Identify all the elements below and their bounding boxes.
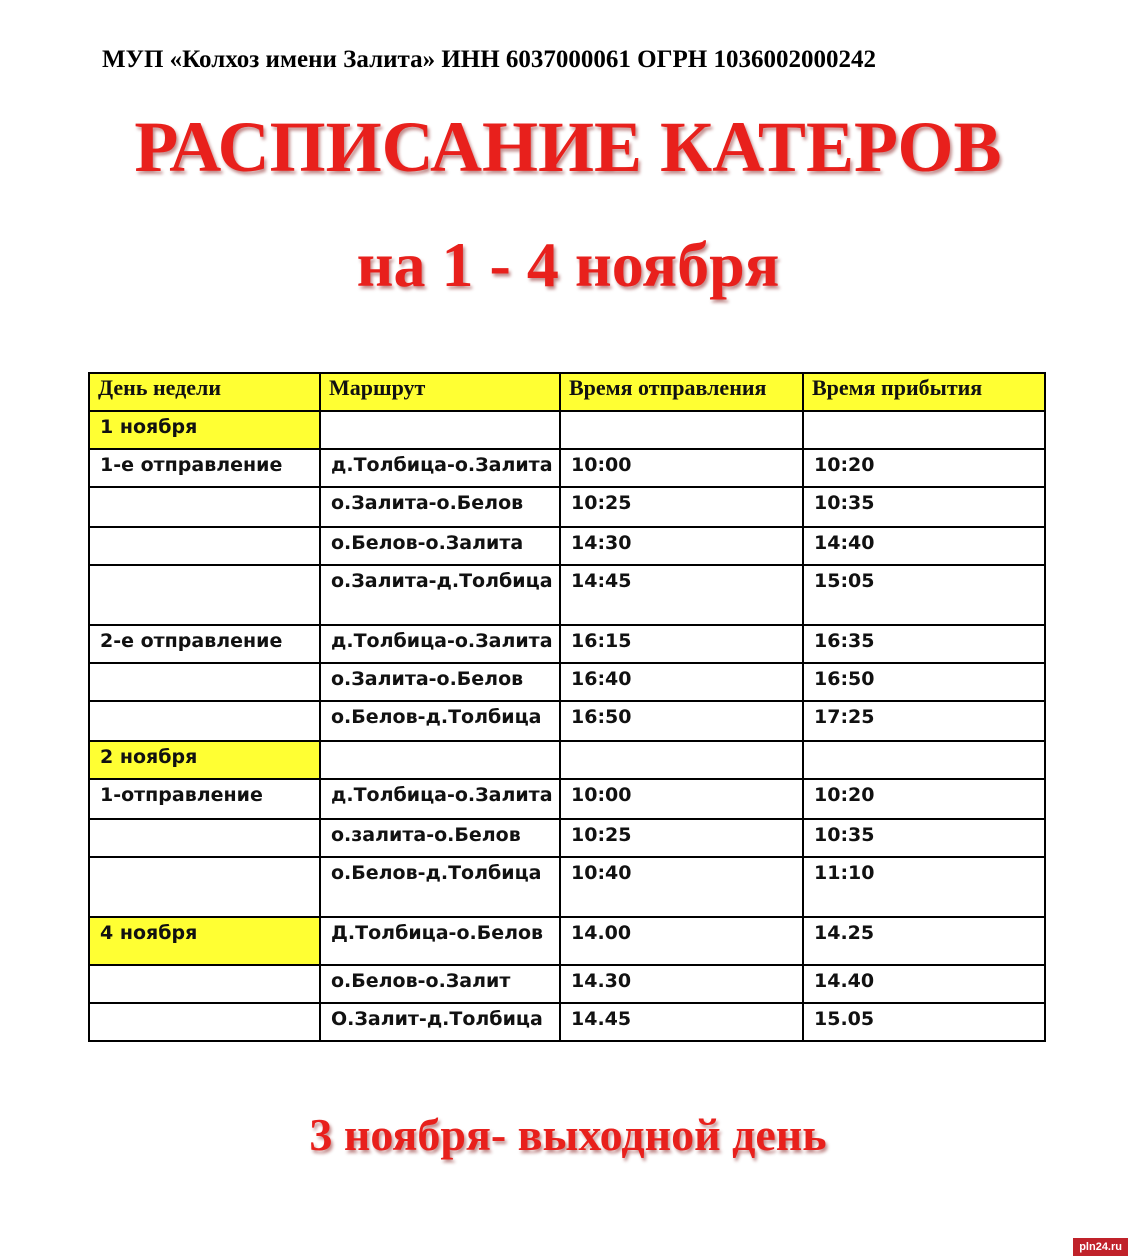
arrival-cell: 16:50 (803, 663, 1045, 701)
page-subtitle: на 1 - 4 ноября (356, 229, 780, 300)
departure-cell: 14:30 (560, 527, 803, 565)
organization-header: МУП «Колхоз имени Залита» ИНН 6037000061 ОГРН 1036002000242 (102, 46, 876, 73)
day-cell: 2-е отправление (89, 625, 320, 663)
page-title: РАСПИСАНИЕ КАТЕРОВ (134, 107, 1002, 187)
table-row (89, 965, 1045, 1003)
table-row (89, 779, 1045, 819)
arrival-cell: 10:35 (803, 487, 1045, 527)
departure-cell: 10:40 (560, 857, 803, 917)
departure-cell: 10:00 (560, 449, 803, 487)
column-header-day: День недели (89, 373, 320, 411)
table-row (89, 819, 1045, 857)
arrival-cell: 11:10 (803, 857, 1045, 917)
day-cell: 1 ноября (89, 411, 320, 449)
day-cell (89, 965, 320, 1003)
day-cell: 4 ноября (89, 917, 320, 965)
arrival-cell: 14.25 (803, 917, 1045, 965)
day-off-note: 3 ноября- выходной день (309, 1109, 827, 1160)
route-cell: о.Белов-д.Толбица (320, 857, 560, 917)
departure-cell: 16:50 (560, 701, 803, 741)
table-row (89, 857, 1045, 917)
arrival-cell: 15.05 (803, 1003, 1045, 1041)
table-row (89, 527, 1045, 565)
day-cell (89, 1003, 320, 1041)
departure-cell (560, 741, 803, 779)
route-cell (320, 741, 560, 779)
arrival-cell: 10:35 (803, 819, 1045, 857)
day-cell: 1-отправление (89, 779, 320, 819)
watermark: pln24.ru (1073, 1238, 1128, 1256)
route-cell: д.Толбица-о.Залита (320, 779, 560, 819)
table-row (89, 917, 1045, 965)
route-cell: о.Залита-д.Толбица (320, 565, 560, 625)
departure-cell: 14:45 (560, 565, 803, 625)
table-row (89, 449, 1045, 487)
day-cell: 2 ноября (89, 741, 320, 779)
table-row (89, 741, 1045, 779)
route-cell: о.Белов-о.Залит (320, 965, 560, 1003)
route-cell: о.Залита-о.Белов (320, 663, 560, 701)
route-cell: о.Белов-д.Толбица (320, 701, 560, 741)
day-cell (89, 527, 320, 565)
table-header-row (89, 373, 1045, 411)
arrival-cell: 10:20 (803, 449, 1045, 487)
column-header-arrival: Время прибытия (803, 373, 1045, 411)
day-cell (89, 819, 320, 857)
column-header-route: Маршрут (320, 373, 560, 411)
departure-cell: 14.30 (560, 965, 803, 1003)
arrival-cell: 16:35 (803, 625, 1045, 663)
route-cell: о.Залита-о.Белов (320, 487, 560, 527)
day-cell: 1-е отправление (89, 449, 320, 487)
route-cell (320, 411, 560, 449)
arrival-cell (803, 411, 1045, 449)
route-cell: д.Толбица-о.Залита (320, 449, 560, 487)
route-cell: О.Залит-д.Толбица (320, 1003, 560, 1041)
arrival-cell: 14.40 (803, 965, 1045, 1003)
table-row (89, 411, 1045, 449)
table-row (89, 487, 1045, 527)
departure-cell: 16:40 (560, 663, 803, 701)
departure-cell: 14.45 (560, 1003, 803, 1041)
route-cell: д.Толбица-о.Залита (320, 625, 560, 663)
route-cell: о.залита-о.Белов (320, 819, 560, 857)
route-cell: Д.Толбица-о.Белов (320, 917, 560, 965)
table-row (89, 565, 1045, 625)
column-header-departure: Время отправления (560, 373, 803, 411)
day-cell (89, 663, 320, 701)
table-row (89, 701, 1045, 741)
departure-cell: 10:00 (560, 779, 803, 819)
table-row (89, 1003, 1045, 1041)
arrival-cell: 17:25 (803, 701, 1045, 741)
day-cell (89, 701, 320, 741)
route-cell: о.Белов-о.Залита (320, 527, 560, 565)
day-cell (89, 487, 320, 527)
departure-cell: 14.00 (560, 917, 803, 965)
departure-cell (560, 411, 803, 449)
departure-cell: 10:25 (560, 487, 803, 527)
arrival-cell: 15:05 (803, 565, 1045, 625)
day-cell (89, 857, 320, 917)
schedule-table (88, 372, 1046, 1042)
departure-cell: 16:15 (560, 625, 803, 663)
arrival-cell: 14:40 (803, 527, 1045, 565)
arrival-cell (803, 741, 1045, 779)
table-row (89, 625, 1045, 663)
arrival-cell: 10:20 (803, 779, 1045, 819)
table-row (89, 663, 1045, 701)
departure-cell: 10:25 (560, 819, 803, 857)
day-cell (89, 565, 320, 625)
